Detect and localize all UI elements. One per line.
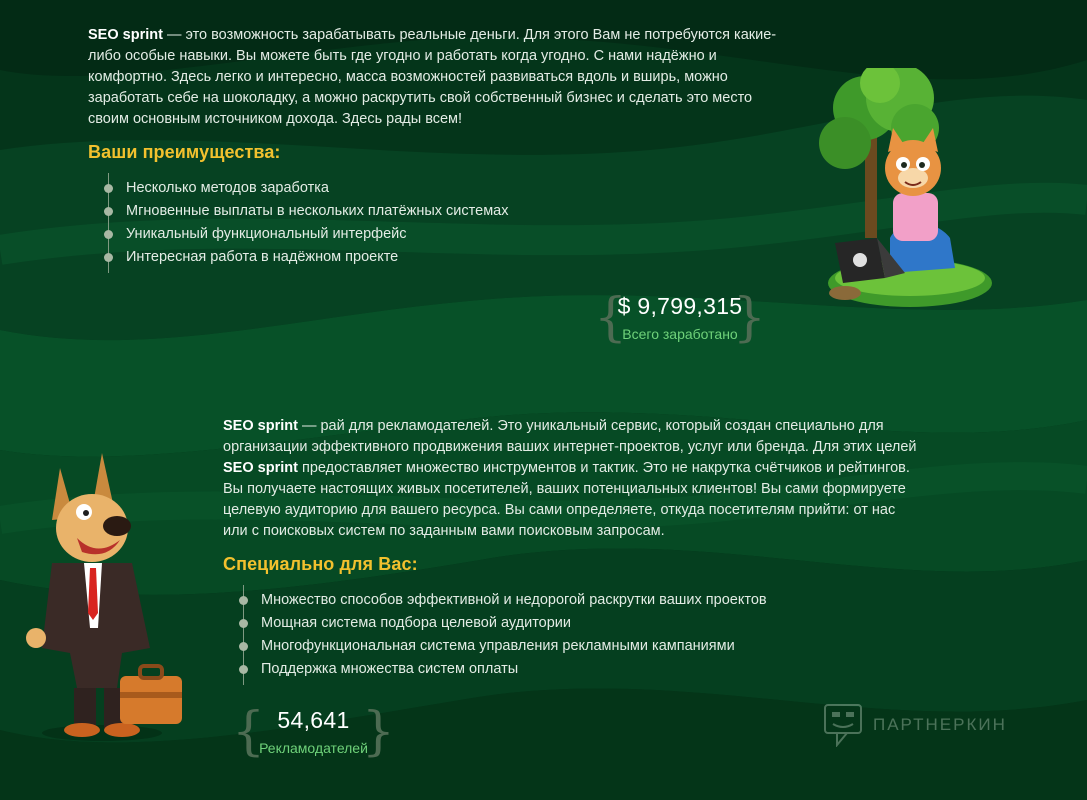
list-item: Мгновенные выплаты в нескольких платёжных системах [106,200,778,223]
advertisers-heading: Специально для Вас: [223,554,418,574]
dog-businessman-illustration [22,448,197,743]
list-item: Мощная система подбора целевой аудитории [241,612,918,635]
list-item: Многофункциональная система управления рекламными кампаниями [241,635,918,658]
list-item: Поддержка множества систем оплаты [241,658,918,681]
total-earned-value: $ 9,799,315 [617,293,743,319]
section-advertisers [223,416,918,681]
section-earners [88,25,778,269]
list-item: Уникальный функциональный интерфейс [106,223,778,246]
list-item: Множество способов эффективной и недорогой раскрутки ваших проектов [241,589,918,612]
advertisers-features-list [241,589,918,681]
advertisers-description: SEO sprint — рай для рекламодателей. Это уникальный сервис, который создан специально для организации эффективного продвижения ваших интернет-проектов, услуг или бренда. Для этих целей SEO sprint предоставляет множество инструментов и тактик. Это не накрутка счётчиков и рейтингов. Вы получаете настоящих живых посетителей, ваших потенциальных клиентов! Вы сами формируете целевую аудиторию для вашего ресурса. Вы сами определяете, откуда посетителям прийти: от нас или с поисковых систем по заданным вами поисковым запросам. [223,418,917,539]
earners-description: SEO sprint — это возможность зарабатывать реальные деньги. Для этого Вам не потребуются какие-либо особые навыки. Вы можете быть где угодно и работать когда угодно. С нами надёжно и комфортно. Здесь легко и интересно, масса возможностей развиваться вдоль и вширь, можно заработать себе на шоколадку, а можно раскрутить свой собственный бизнес и сделать это место своим основным источником дохода. Здесь рады всем! [88,27,777,127]
watermark [823,703,1007,747]
earners-heading: Ваши преимущества: [88,142,281,162]
cat-with-laptop-illustration [805,68,1000,313]
brace-right: } [361,702,395,762]
total-earned-counter [594,288,766,348]
watermark-text: ПАРТНЕРКИН [873,715,1007,734]
brand-name: SEO sprint [223,418,298,434]
advertisers-label: Рекламодателей [259,740,368,756]
brace-right: } [732,288,766,348]
list-item: Интересная работа в надёжном проекте [106,246,778,269]
brace-left: { [594,288,628,348]
chat-bubble-icon [823,703,863,747]
brace-left: { [232,702,266,762]
list-item: Несколько методов заработка [106,177,778,200]
advertisers-counter [232,702,395,762]
brand-name: SEO sprint [88,27,163,43]
brand-name: SEO sprint [223,460,298,476]
total-earned-label: Всего заработано [622,326,738,342]
advertisers-value: 54,641 [277,707,350,733]
earners-benefits-list [106,177,778,269]
